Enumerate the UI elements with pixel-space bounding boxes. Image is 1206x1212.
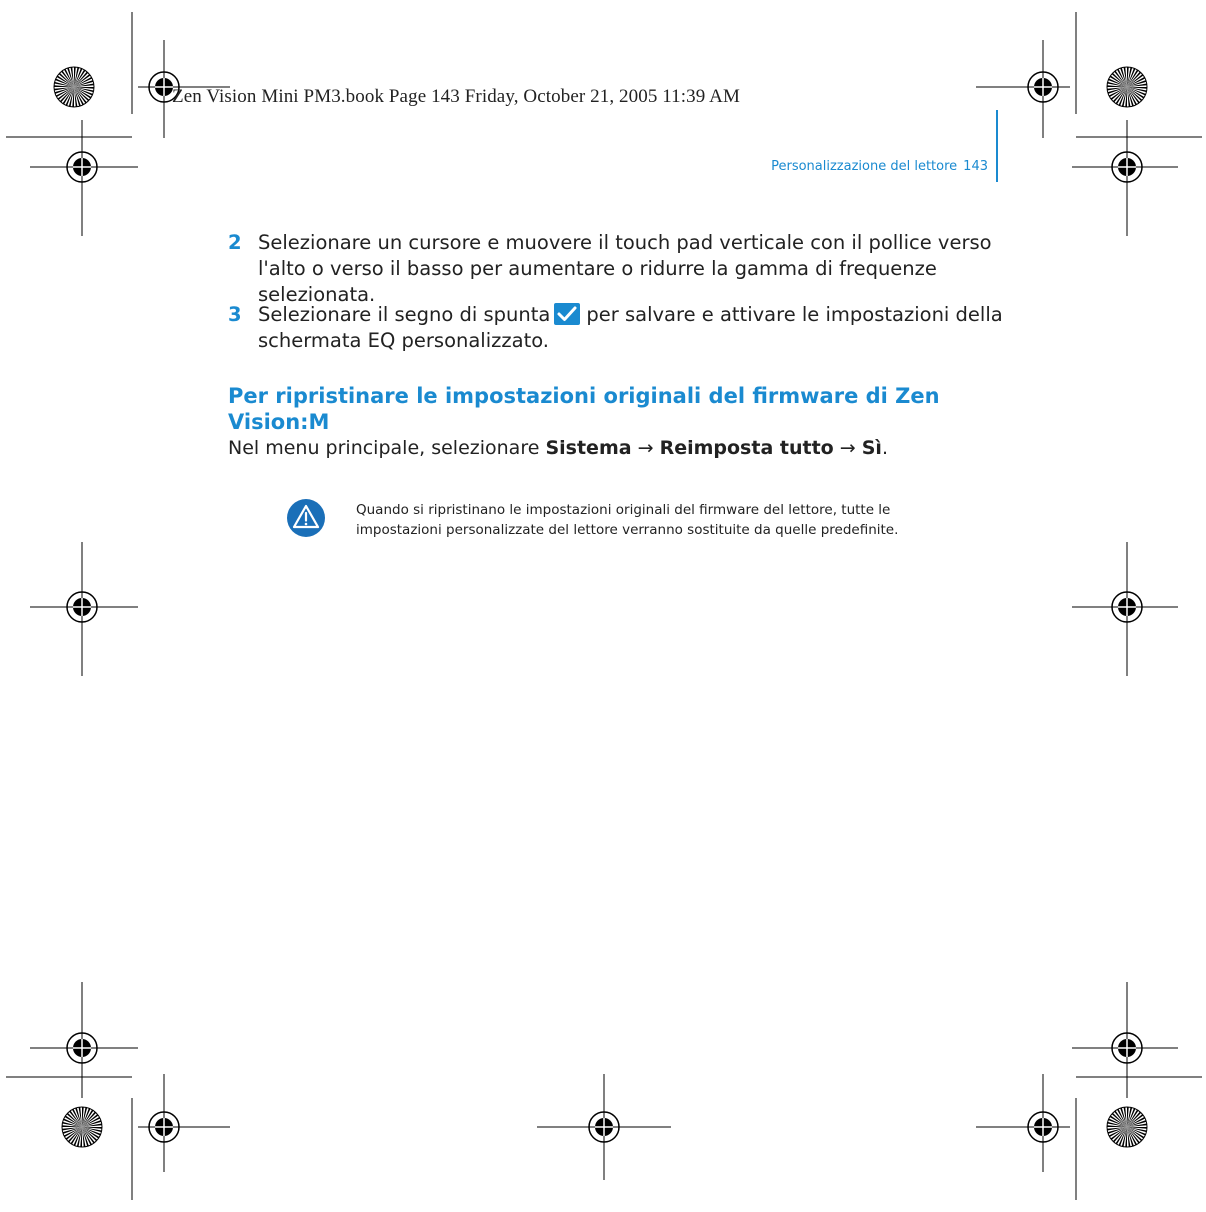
step-number: 3: [228, 303, 242, 326]
arrow-icon: →: [637, 437, 654, 459]
section-title: Personalizzazione del lettore: [771, 159, 958, 174]
starburst-mark-top-left: [54, 67, 94, 107]
running-head-rule: [996, 110, 998, 182]
step-3: [228, 302, 1008, 354]
step-number: 2: [228, 231, 242, 254]
step-text: Selezionare un cursore e muovere il touch pad verticale con il pollice verso l'alto o verso il basso per aumentare o ridurre la gamma di frequenze selezionata.: [258, 231, 992, 306]
starburst-mark-bottom-left: [62, 1107, 102, 1147]
step-text: Selezionare il segno di spunta per salvare e attivare le impostazioni della schermata EQ personalizzato.: [258, 303, 1003, 352]
section-heading: Per ripristinare le impostazioni originali del firmware di Zen Vision:M: [228, 384, 940, 434]
book-info-header: Zen Vision Mini PM3.book Page 143 Friday, October 21, 2005 11:39 AM: [172, 86, 740, 107]
running-head: [771, 159, 988, 174]
arrow-icon: →: [839, 437, 856, 459]
starburst-mark-top-right: [1107, 67, 1147, 107]
menu-item-sistema: Sistema: [545, 437, 632, 459]
menu-item-reimposta-tutto: Reimposta tutto: [659, 437, 834, 459]
starburst-mark-bottom-right: [1107, 1107, 1147, 1147]
checkmark-icon: [554, 303, 580, 325]
step-2: [228, 230, 1008, 308]
menu-item-si: Sì: [861, 437, 882, 459]
warning-note: Quando si ripristinano le impostazioni originali del firmware del lettore, tutte le impostazioni personalizzate del lettore verranno sostituite da quelle predefinite.: [356, 502, 899, 538]
menu-instruction: Nel menu principale, selezionare Sistema → Reimposta tutto → Sì.: [228, 437, 888, 459]
warning-icon: [286, 498, 326, 538]
page-number: 143: [963, 159, 988, 174]
